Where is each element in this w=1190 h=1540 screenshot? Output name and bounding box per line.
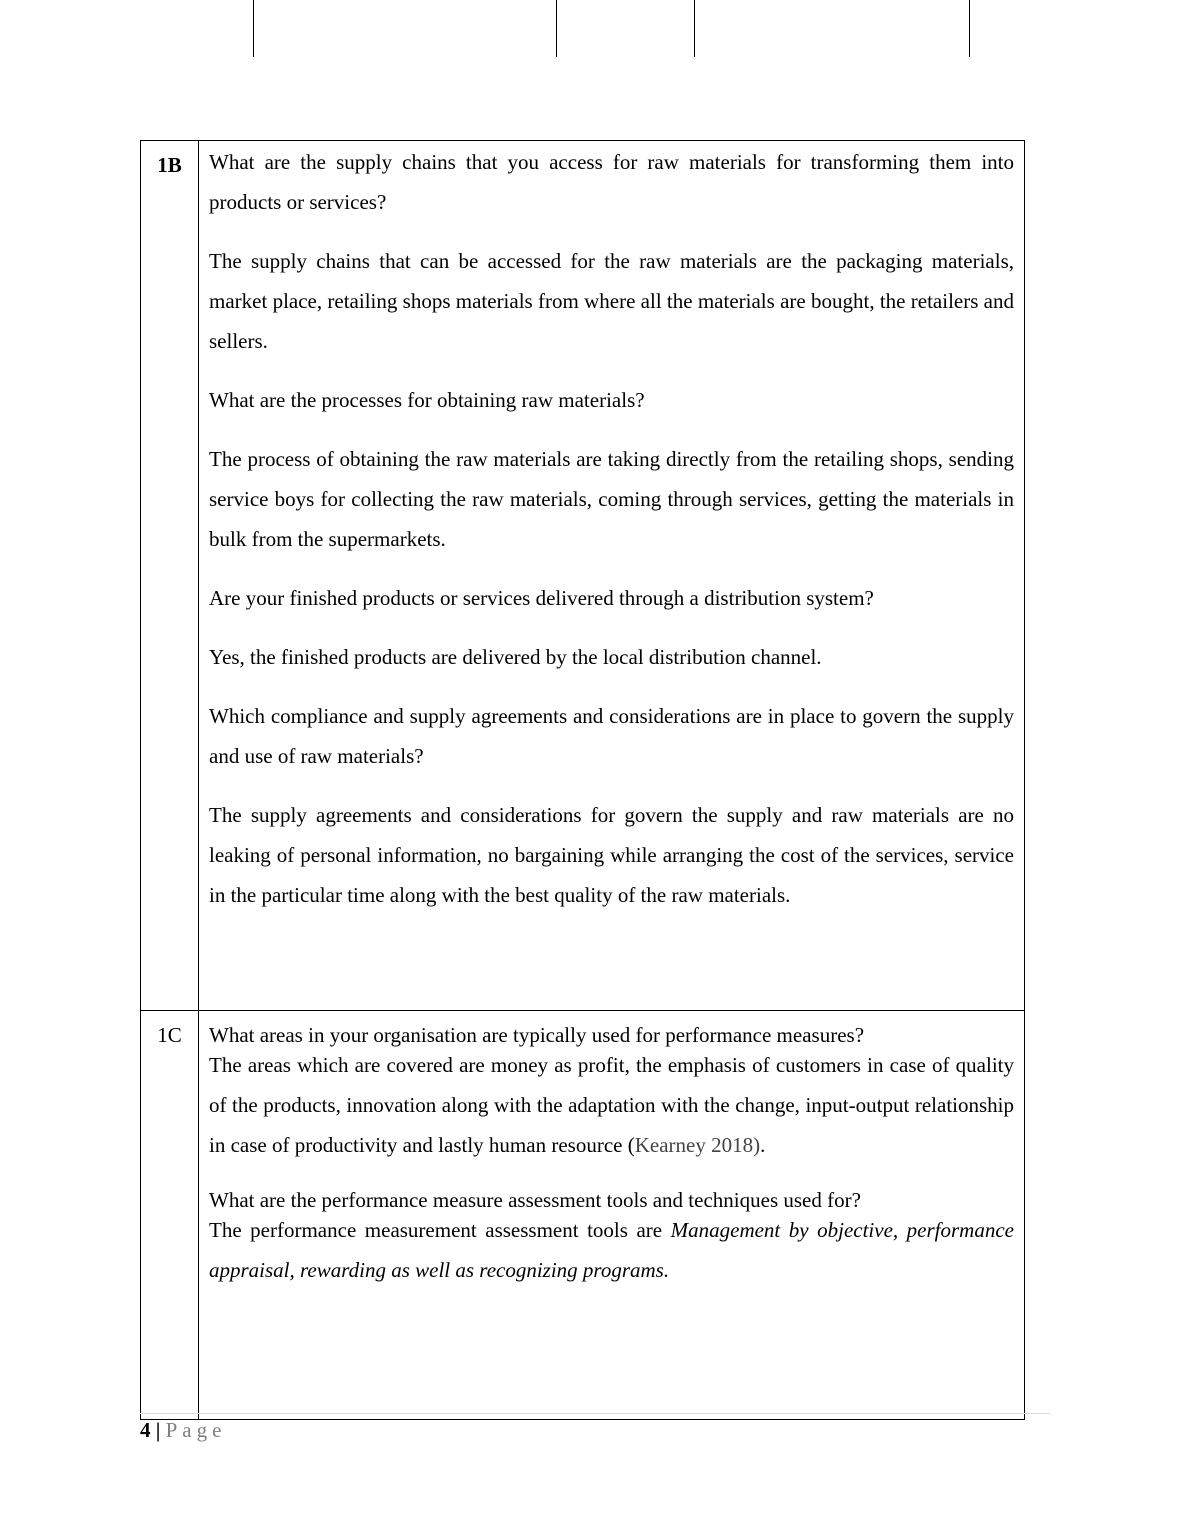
citation-kearney: Kearney 2018) — [634, 1133, 761, 1157]
section-1c-content — [199, 1011, 1025, 1420]
page-separator: | — [155, 1418, 161, 1442]
answer-processes: The process of obtaining the raw materials are taking directly from the retailing shops, sending service boys for collecting the raw materials, coming through services, getting the materials in bulk from the supermarkets. — [209, 447, 1014, 551]
section-1b-row — [141, 141, 1025, 1011]
answer-assessment-tools-lead: The performance measurement assessment tools are — [209, 1218, 671, 1242]
answer-supply-chains: The supply chains that can be accessed for the raw materials are the packaging materials, market place, retailing shops materials from where all the materials are bought, the retailers and sellers. — [209, 249, 1014, 353]
section-1b-content — [199, 141, 1025, 1011]
page-footer — [140, 1413, 1050, 1443]
answer-performance-areas-end: . — [760, 1133, 766, 1157]
answer-performance-areas-text: The areas which are covered are money as profit, the emphasis of customers in case of quality of the products, innovation along with the adaptation with the change, input-output relationship in case of productivity and lastly human resource ( — [209, 1053, 1014, 1157]
section-id-1c: 1C — [141, 1011, 199, 1420]
answer-performance-areas — [209, 1045, 1014, 1187]
page-number: 4 — [140, 1418, 151, 1442]
answer-compliance: The supply agreements and considerations for govern the supply and raw materials are no leaking of personal information, no bargaining while arranging the cost of the services, service in the particular time along with the best quality of the raw materials. — [209, 803, 1014, 907]
header-rule-4 — [969, 0, 970, 57]
answer-distribution: Yes, the finished products are delivered by the local distribution channel. — [209, 645, 822, 669]
header-rule-1 — [253, 0, 254, 57]
question-supply-chains: What are the supply chains that you access for raw materials for transforming them into products or services? — [209, 150, 1014, 214]
page-word: Page — [165, 1418, 227, 1442]
qa-table — [140, 140, 1025, 1420]
question-compliance: Which compliance and supply agreements and considerations are in place to govern the supply and use of raw materials? — [209, 704, 1014, 768]
section-1c-row — [141, 1011, 1025, 1420]
answer-assessment-tools — [209, 1210, 1014, 1290]
header-rule-2 — [556, 0, 557, 57]
question-assessment-tools: What are the performance measure assessment tools and techniques used for? — [209, 1188, 861, 1212]
section-id-1b: 1B — [141, 141, 199, 1011]
header-rule-3 — [694, 0, 695, 57]
answer-assessment-tools-list: Management by objective, performance appraisal, rewarding as well as recognizing programs. — [209, 1218, 1014, 1282]
question-processes: What are the processes for obtaining raw materials? — [209, 388, 645, 412]
question-distribution: Are your finished products or services delivered through a distribution system? — [209, 586, 874, 610]
question-performance-areas: What areas in your organisation are typically used for performance measures? — [209, 1023, 865, 1047]
